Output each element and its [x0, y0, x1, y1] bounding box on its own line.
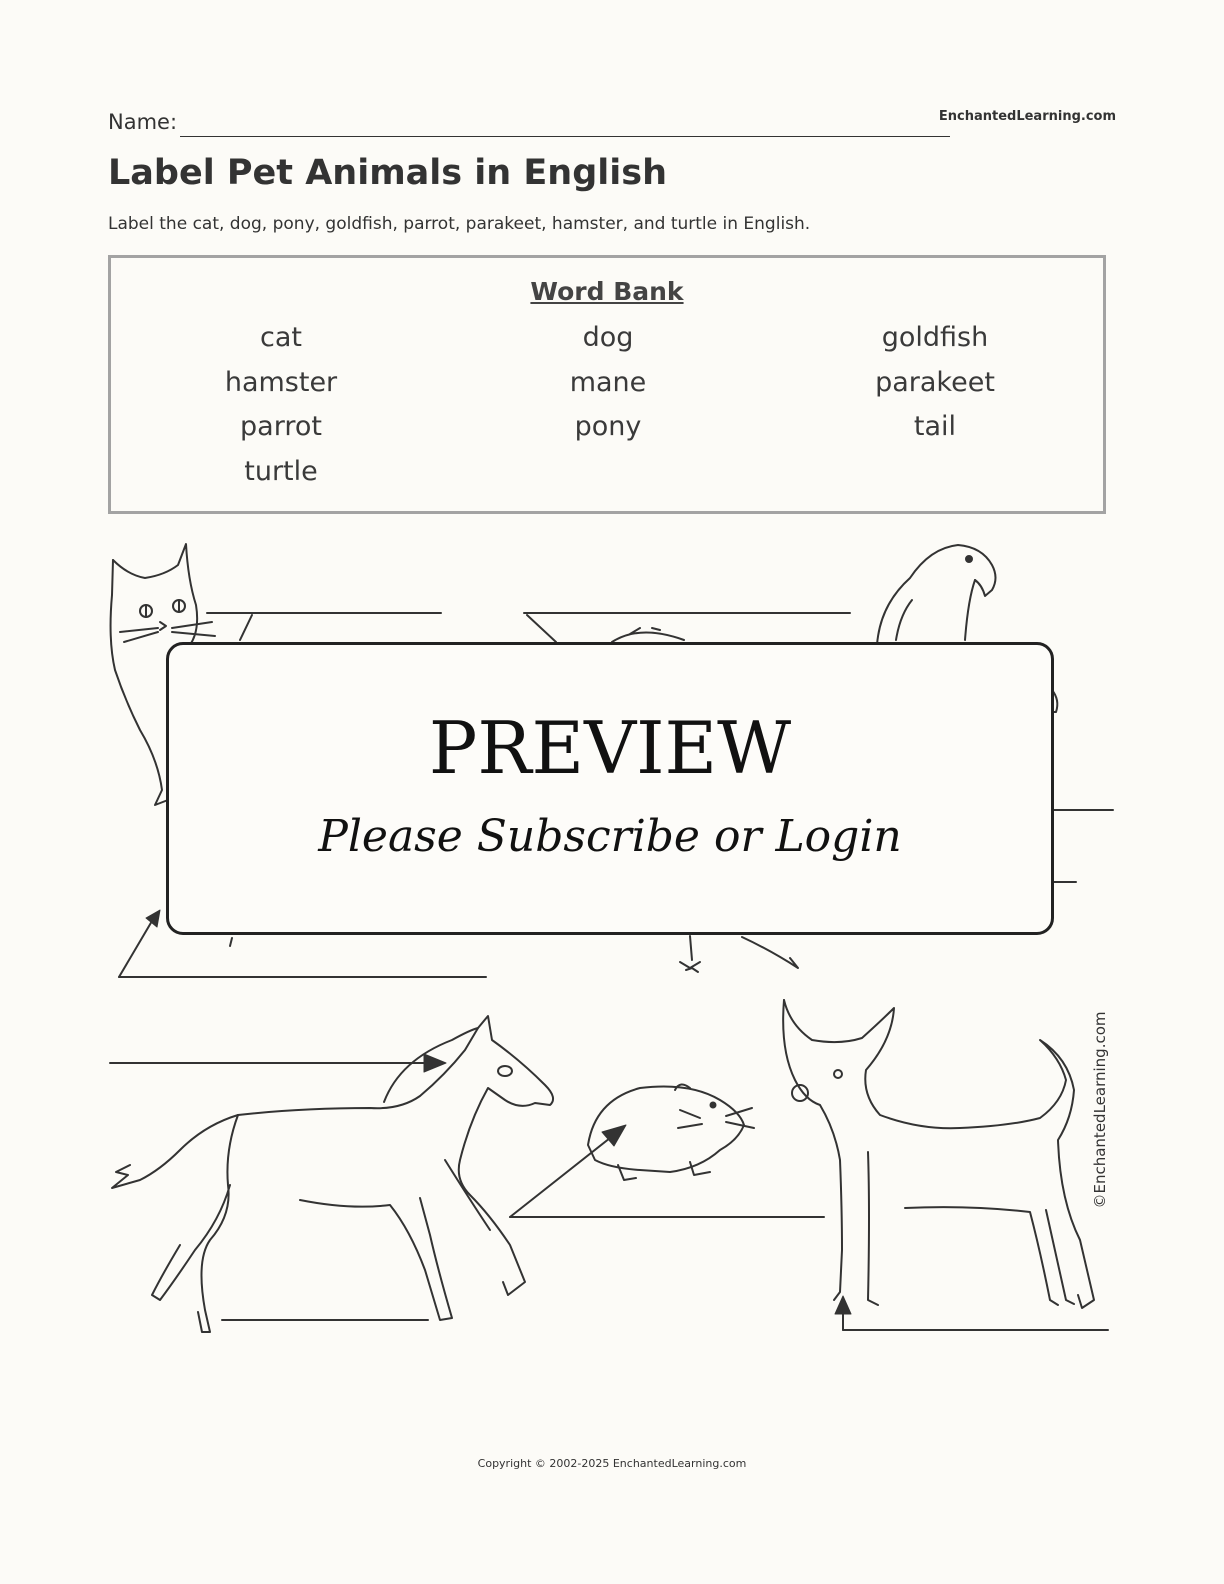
hamster-pointer — [510, 1138, 610, 1217]
goldfish-pointer — [527, 615, 556, 642]
worksheet-instructions: Label the cat, dog, pony, goldfish, parrot, parakeet, hamster, and turtle in English. — [108, 214, 811, 234]
preview-title: PREVIEW — [428, 706, 792, 790]
worksheet-title: Label Pet Animals in English — [108, 153, 668, 193]
subscribe-login-prompt[interactable]: Please Subscribe or Login — [318, 811, 902, 862]
word-bank-word: turtle — [244, 456, 318, 487]
preview-overlay[interactable] — [166, 642, 1054, 935]
word-bank-word: parakeet — [875, 367, 995, 398]
parakeet-drawing — [230, 936, 798, 972]
word-bank-word: cat — [260, 322, 302, 353]
watermark: ©EnchantedLearning.com — [1091, 1011, 1109, 1209]
word-bank-word: dog — [582, 322, 634, 353]
cat-pointer — [240, 615, 252, 640]
word-bank-word: mane — [569, 367, 647, 398]
word-bank-word: parrot — [240, 411, 322, 442]
copyright-footer: Copyright © 2002-2025 EnchantedLearning.com — [477, 1457, 747, 1470]
word-bank-word: pony — [574, 411, 642, 442]
word-bank-word: tail — [913, 411, 957, 442]
turtle-pointer — [119, 921, 152, 977]
word-bank-title: Word Bank — [530, 277, 684, 306]
word-bank-word: goldfish — [881, 322, 989, 353]
name-label: Name: — [108, 110, 178, 134]
goldfish-drawing — [612, 628, 684, 642]
dog-drawing — [783, 1000, 1094, 1308]
word-bank-word: hamster — [224, 367, 338, 398]
site-name: EnchantedLearning.com — [938, 109, 1116, 124]
